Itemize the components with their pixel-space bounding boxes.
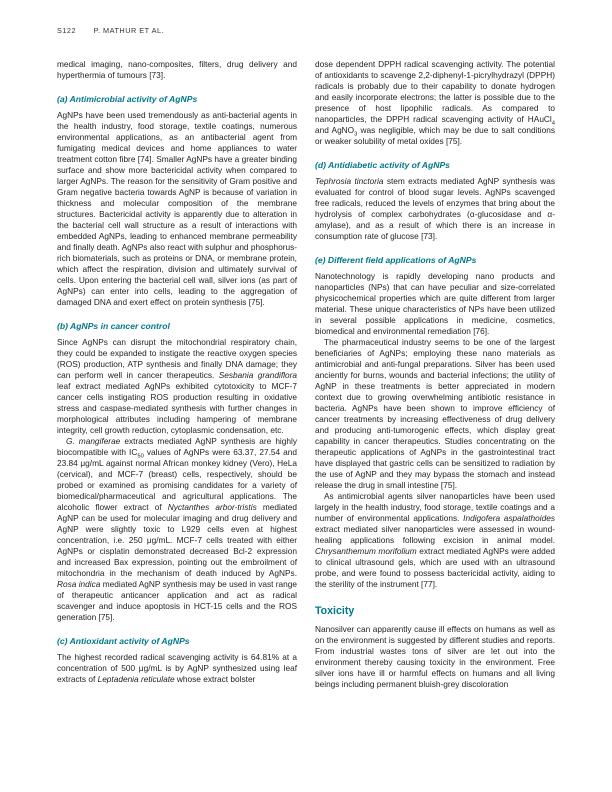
text-run: whose extract bolster: [174, 674, 256, 684]
section-heading: [315, 160, 555, 170]
subscript: 4: [551, 120, 555, 127]
text-run: As antimicrobial agents silver nanoparticles have been used largely in the health industry, food storage, textile coatings and a number of environmental applications.: [315, 491, 555, 523]
paragraph: [315, 624, 555, 690]
text-run: (b) AgNPs in cancer control: [57, 321, 170, 331]
species-name: Indigofera aspalathoides: [463, 513, 555, 523]
text-run: values of AgNPs were 63.37, 27.54 and 23.84 μg/mL against normal African monkey kidney (Vero), HeLa (cervical), and MCF-7 (breast) cells, respectively, should be probed or examined as promising candidates for a variety of biomedical/pharmaceutical and agricultural applications. The alcoholic flower extract of: [57, 447, 298, 512]
text-run: Nanosilver can apparently cause ill effects on humans as well as on the environment is suggested by different studies and reports. From industrial wastes tons of silver are let out into the environment thereby causing toxicity in the environment. Free silver ions have ill or harmful effects on humans and all living beings including permanent bluish-grey discoloration: [315, 624, 555, 689]
text-run: and AgNO: [315, 125, 355, 135]
text-run: (d) Antidiabetic activity of AgNPs: [315, 160, 450, 170]
paragraph: [315, 271, 555, 337]
paragraph: [57, 110, 297, 308]
paragraph: [315, 491, 555, 590]
text-run: was negligible, which may be due to salt conditions or weaker solubility of metal oxides [75].: [315, 125, 555, 146]
text-run: Since AgNPs can disrupt the mitochondrial respiratory chain, they could be expanded to instigate the reactive oxygen species (ROS) production, ATP synthesis and finally DNA damage; they can perform well in cancer therapeutics.: [57, 337, 297, 380]
species-name: Leptadenia reticulate: [97, 674, 175, 684]
text-run: The pharmaceutical industry seems to be one of the largest beneficiaries of AgNPs; employing these nano materials as antimicrobial and anti-fungal preparations. Silver has been used anciently for burns, wounds and bacterial infections; the utility of AgNP in these treatments is better appreciated in modern context due to growing overwhelming antibiotic resistance in bacteria. AgNPs have been shown to improve efficiency of cancer treatments by increasing effectiveness of drug delivery and producing anti-tumorogenic effects, which display great capability in cancer therapeutics. Studies concentrating on the therapeutic applications of AgNPs in the gastrointestinal tract have displayed that gastric cells can be sensitized to radiation by the use of AgNP and they may bypass the stomach and instead release the drug in small intestine [75].: [315, 337, 555, 490]
two-column-body: [57, 59, 555, 690]
species-name: Chrysanthemum morifolium: [315, 546, 417, 556]
subscript: 3: [354, 131, 358, 138]
section-title: [315, 605, 555, 617]
text-run: mediated AgNP synthesis may be used in vast range of therapeutic anticancer application and act as radical scavenger and induce apoptosis in HCT-15 cells and the ROS generation [75].: [57, 579, 297, 622]
section-heading: [57, 321, 297, 331]
paragraph: [57, 59, 297, 81]
text-run: (c) Antioxidant activity of AgNPs: [57, 636, 190, 646]
species-name: Rosa indica: [57, 579, 101, 589]
right-column: [315, 59, 555, 690]
page-header: [57, 26, 555, 35]
text-run: AgNPs have been used tremendously as anti-bacterial agents in the health industry, food storage, textile coatings, numerous environmental applications, as an antibacterial agent from fumigating medical devices and home appliances to water treatment cotton fibre [74]. Smaller AgNPs have a greater binding surface and show more bactericidal activity when compared to larger AgNPs. The reason for the sensitivity of Gram positive and Gram negative bacteria towards AgNP is because of variation in thickness and molecular composition of the membrane structures. Bactericidal activity is apparently due to alteration in the bacterial cell wall structure as a result of interactions with embedded AgNPs, leading to enhanced membrane permeability and finally death. AgNPs also react with sulphur and phosphorus-rich biomaterials, such as proteins or DNA, or membrane protein, which affect the respiration, division and ultimately survival of cells. Upon entering the bacterial cell wall, silver ions (as part of AgNPs) can enter into cells, leading to the aggregation of damaged DNA and exert effect on protein synthesis [75].: [57, 110, 297, 307]
text-run: extract mediated silver nanoparticles were assessed in wound-healing applications following excision in animal model.: [315, 524, 555, 545]
species-name: G. mangiferae: [66, 436, 121, 446]
section-heading: [315, 255, 555, 265]
paragraph: [315, 337, 555, 491]
text-run: stem extracts mediated AgNP synthesis was evaluated for control of blood sugar levels. AgNPs scavenged free radicals, reduced the levels of enzymes that bring about the hydrolysis of complex carbohydrates (α-glucosidase and α-amylase), and as a result of which there is an increase in consumption rate of glucose [73].: [315, 176, 555, 241]
text-run: Toxicity: [315, 605, 355, 617]
species-name: Sesbania grandiflora: [218, 370, 298, 380]
text-run: Nanotechnology is rapidly developing nano products and nanoparticles (NPs) that can have peculiar and size-correlated physicochemical properties which are quite different from larger material. These unique characteristics of NPs have been utilized in several possible applications in medicine, cosmetics, biomedical and environmental remediation [76].: [315, 271, 555, 336]
section-heading: [57, 94, 297, 104]
page-number: S122: [57, 26, 77, 35]
text-run: The highest recorded radical scavenging activity is 64.81% at a concentration of 500 μg/mL is by AgNP synthesized using leaf extracts of: [57, 652, 297, 684]
paragraph: [57, 652, 297, 685]
text-run: extract mediated AgNPs were added to clinical ultrasound gels, which are used with an ultrasound probe, and were found to possess bactericidal activity, aiding to the sterility of the instrument [77].: [315, 546, 555, 589]
running-head: P. MATHUR ET AL.: [93, 26, 165, 35]
text-run: leaf extract mediated AgNPs exhibited cytotoxicity to MCF-7 cancer cells instigating ROS production resulting in oxidative stress and caspase-mediated synthesis with further changes in morphological attributes including hampering of membrane integrity, cell growth reduction, cytoplasmic condensation, etc.: [57, 381, 297, 435]
text-run: (a) Antimicrobial activity of AgNPs: [57, 94, 198, 104]
text-run: (e) Different field applications of AgNPs: [315, 255, 477, 265]
paragraph: [57, 436, 297, 623]
subscript: 50: [137, 453, 144, 460]
species-name: Tephrosia tinctoria: [315, 176, 384, 186]
left-column: [57, 59, 297, 690]
text-run: dose dependent DPPH radical scavenging activity. The potential of antioxidants to scavenge 2,2-diphenyl-1-picrylhydrazyl (DPPH) radicals is probably due to their capability to donate hydrogen and easily incorporate electrons; the latter is possible due to the presence of host lipophilic radicals. As compared to nanoparticles, the DPPH radical scavenging activity of HAuCl: [315, 59, 555, 124]
section-heading: [57, 636, 297, 646]
paragraph: [57, 337, 297, 436]
text-run: mediated AgNP can be used for molecular imaging and drug delivery and AgNP were slightly toxic to L929 cells even at highest concentration, i.e. 250 μg/mL. MCF-7 cells treated with either AgNPs or cisplatin demonstrated decreased Bcl-2 expression and increased Bax expression, pointing out the embroilment of mitochondria in the mechanism of death induced by AgNPs.: [57, 502, 297, 578]
text-run: extracts mediated AgNP synthesis are highly biocompatible with IC: [57, 436, 297, 457]
paragraph: [315, 59, 555, 147]
species-name: Nyctanthes arbor-tristis: [167, 502, 257, 512]
text-run: medical imaging, nano-composites, filters, drug delivery and hyperthermia of tumours [73].: [57, 59, 297, 80]
paragraph: [315, 176, 555, 242]
